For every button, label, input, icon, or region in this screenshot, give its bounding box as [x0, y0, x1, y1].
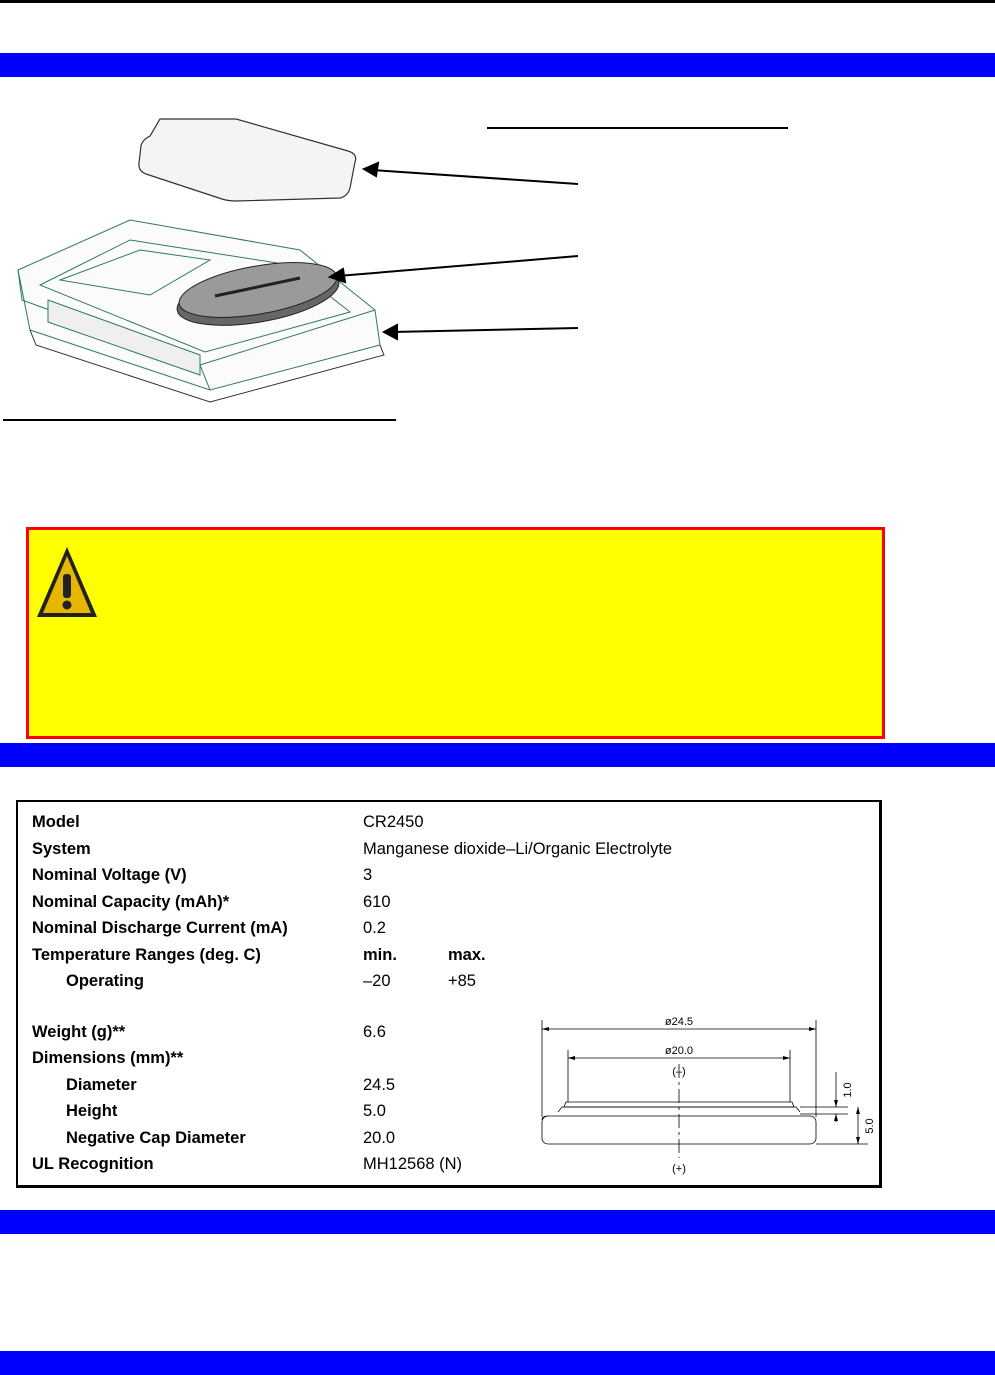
spec-value: 5.0 — [363, 1102, 386, 1120]
spec-label: Diameter — [66, 1076, 137, 1094]
warning-box — [26, 527, 885, 739]
spec-label: System — [32, 840, 91, 858]
cap-height-label: 1.0 — [842, 1082, 854, 1098]
warning-triangle-icon — [35, 544, 99, 620]
section-band-4 — [0, 1351, 995, 1375]
negative-terminal-label: (–) — [672, 1066, 686, 1078]
spec-label: Nominal Capacity (mAh)* — [32, 893, 230, 911]
spec-value: CR2450 — [363, 813, 424, 831]
caption-underline-left — [3, 419, 396, 421]
spec-label: Model — [32, 813, 80, 831]
spec-label: Negative Cap Diameter — [66, 1129, 246, 1147]
spec-value: 24.5 — [363, 1076, 396, 1094]
spec-value-max: +85 — [448, 972, 476, 990]
spec-value: 3 — [363, 866, 373, 884]
spec-value: 610 — [363, 893, 391, 911]
coin-cell-dimension-drawing — [538, 1012, 878, 1187]
spec-label: Height — [66, 1102, 118, 1120]
spec-label: Weight (g)** — [32, 1023, 126, 1041]
device-exploded-illustration — [0, 100, 600, 420]
section-band-3 — [0, 1210, 995, 1234]
cap-diameter-label: ø20.0 — [664, 1045, 694, 1057]
height-label: 5.0 — [864, 1118, 876, 1134]
outer-diameter-label: ø24.5 — [664, 1016, 694, 1028]
spec-label: Nominal Discharge Current (mA) — [32, 919, 288, 937]
spec-value: 20.0 — [363, 1129, 396, 1147]
positive-terminal-label: (+) — [672, 1163, 686, 1175]
spec-label: Nominal Voltage (V) — [32, 866, 187, 884]
spec-value-max: max. — [448, 946, 486, 964]
top-rule — [0, 0, 995, 3]
lid-plate — [139, 119, 356, 201]
spec-value: 0.2 — [363, 919, 386, 937]
battery-spec-table — [16, 800, 882, 1188]
spec-value: Manganese dioxide–Li/Organic Electrolyte — [363, 840, 673, 858]
section-band-2 — [0, 743, 995, 767]
heading-underline-right — [487, 127, 788, 129]
section-band-1 — [0, 53, 995, 77]
spec-label: Temperature Ranges (deg. C) — [32, 946, 261, 964]
spec-label: Operating — [66, 972, 144, 990]
spec-value: MH12568 (N) — [363, 1155, 463, 1173]
spec-label: Dimensions (mm)** — [32, 1049, 184, 1067]
spec-label: UL Recognition — [32, 1155, 154, 1173]
spec-value: 6.6 — [363, 1023, 386, 1041]
spec-value-min: –20 — [363, 972, 391, 990]
spec-value-min: min. — [363, 946, 397, 964]
